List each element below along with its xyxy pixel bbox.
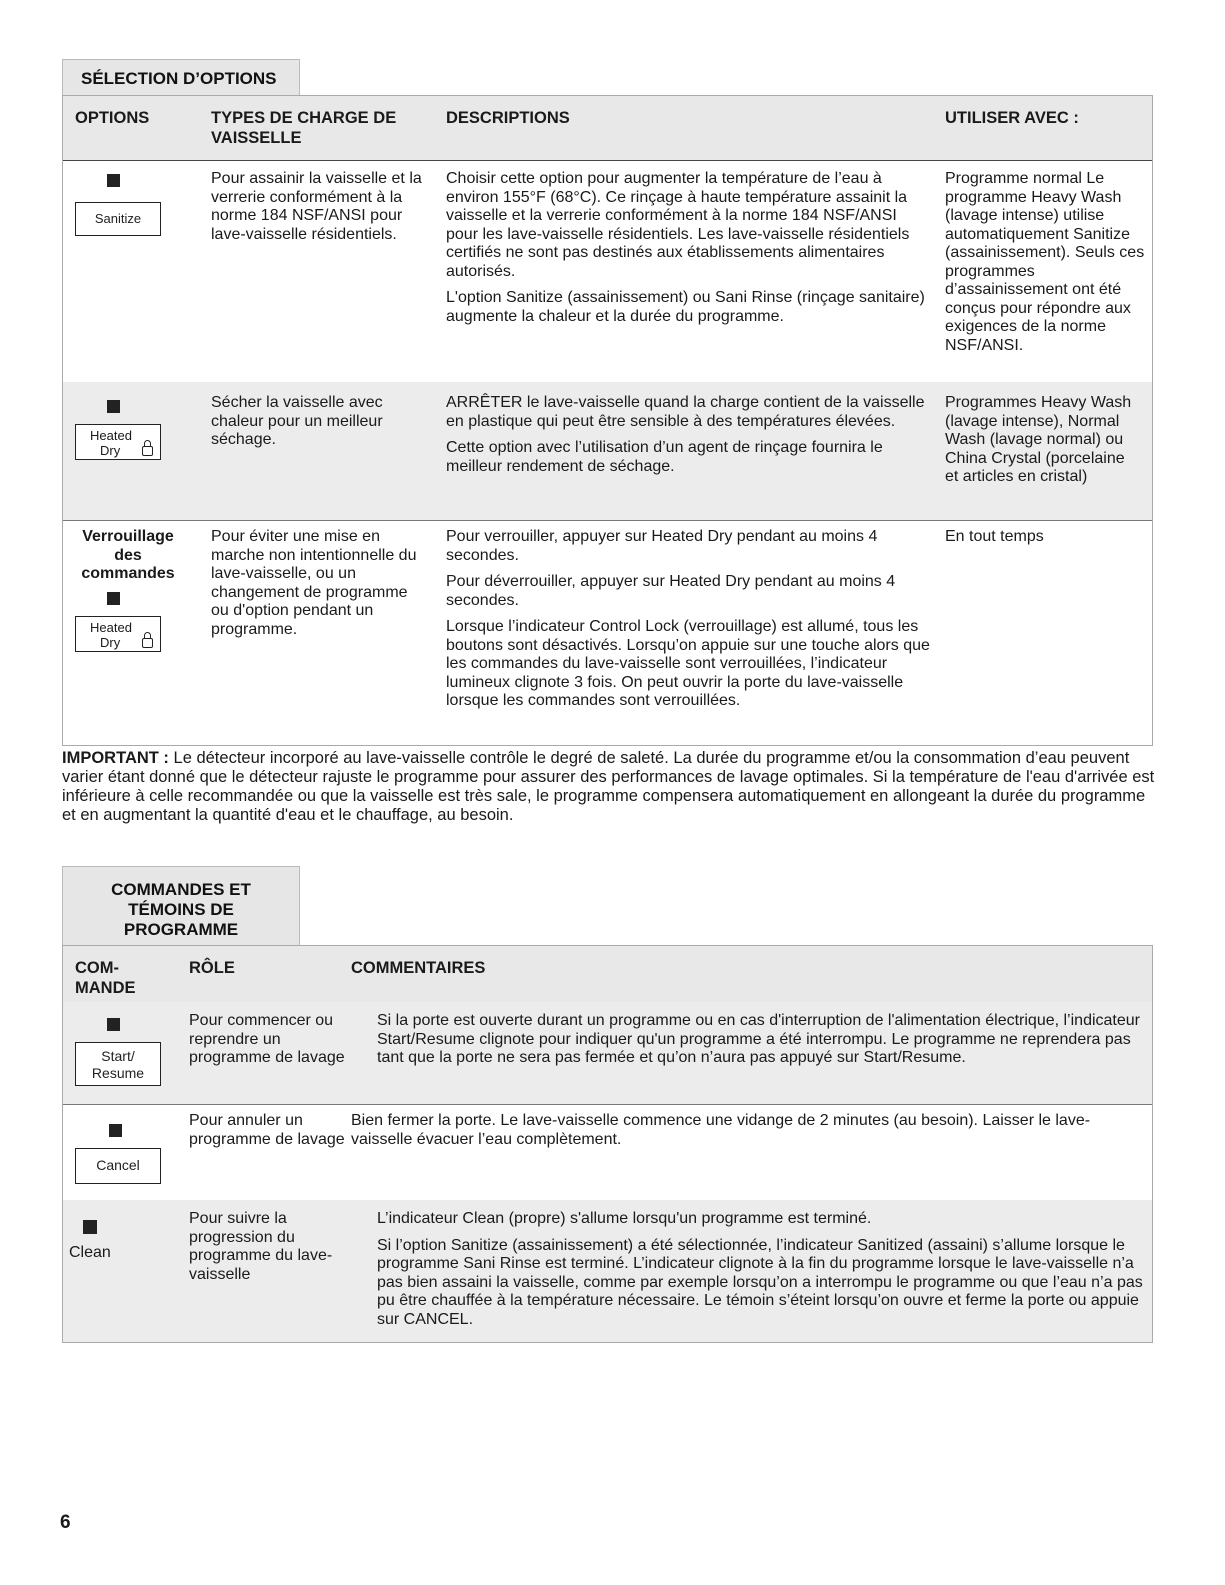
table-row-cancel — [63, 1104, 1152, 1201]
comments-cell — [377, 1210, 1147, 1337]
sanitize-button[interactable]: Sanitize — [75, 202, 161, 236]
table-row-start-resume — [63, 1002, 1152, 1105]
description-cell — [446, 394, 931, 484]
role-cell: Pour annuler un programme de lavage — [189, 1112, 345, 1148]
section-title-line: PROGRAMME — [123, 920, 239, 939]
header-descriptions: DESCRIPTIONS — [446, 109, 570, 127]
table-row-sanitize — [63, 160, 1152, 383]
header-use-with: UTILISER AVEC : — [945, 109, 1079, 127]
section-tab-options — [62, 59, 300, 96]
section-title: SÉLECTION D’OPTIONS — [81, 69, 277, 88]
header-types: TYPES DE CHARGE DE VAISSELLE — [211, 109, 397, 147]
button-label: Heated — [90, 428, 132, 443]
description-cell — [446, 170, 931, 334]
description-paragraph: Cette option avec l’utilisation d’un agent de rinçage fournira le meilleur rendement de séchage. — [446, 439, 883, 475]
lock-icon — [142, 638, 153, 648]
table-row-control-lock — [63, 520, 1152, 745]
use-with-cell: Programmes Heavy Wash (lavage intense), Normal Wash (lavage normal) ou China Crystal (porcelaine et articles en cristal) — [945, 394, 1132, 485]
role-cell: Pour suivre la progression du programme du lave-vaisselle — [189, 1210, 333, 1283]
start-resume-button[interactable] — [75, 1042, 161, 1086]
heated-dry-button[interactable] — [75, 616, 161, 652]
cancel-button[interactable]: Cancel — [75, 1148, 161, 1184]
comment-paragraph: Si l’option Sanitize (assainissement) a été sélectionnée, l’indicateur Sanitized (assaini) s’allume lorsque le programme Sani Rinse est terminé. L’indicateur clignote à la fin du programme lorsque le lave-vaisselle n’a pas bien assaini la vaisselle, comme par exemple lorsqu’on a interrompu le programme ou que l’eau n’a pas pu être chauffée à la température nécessaire. Le témoin s’éteint lorsqu’on ouvre et ferme la porte ou appuie sur CANCEL. — [377, 1236, 1143, 1328]
comment-paragraph: Si la porte est ouverte durant un programme ou en cas d'interruption de l'alimentation électrique, l’indicateur Start/Resume clignote pour indiquer qu'un programme a été interrompu. Le programme ne reprendera pas tant que la porte ne sera pas fermée et qu’on n’aura pas appuyé sur Start/Resume. — [377, 1012, 1140, 1066]
description-paragraph: Pour verrouiller, appuyer sur Heated Dry pendant au moins 4 secondes. — [446, 528, 878, 564]
lock-icon — [142, 446, 153, 456]
commands-table — [62, 945, 1153, 1343]
button-label: Dry — [100, 635, 121, 650]
important-note — [62, 749, 1155, 825]
comments-cell — [377, 1012, 1147, 1076]
types-cell: Sécher la vaisselle avec chaleur pour un meilleur séchage. — [211, 394, 383, 448]
comment-paragraph: L’indicateur Clean (propre) s'allume lorsqu'un programme est terminé. — [377, 1210, 872, 1227]
description-cell — [446, 528, 931, 719]
important-text: Le détecteur incorporé au lave-vaisselle contrôle le degré de saleté. La durée du programme et/ou la consommation d’eau peuvent varier étant donné que le détecteur rajuste le programme pour assurer des performances de lavage optimales. Si la température de l'eau d'arrivée est inférieure à celle recommandée ou que la vaisselle est très sale, le programme compensera automatiquement en allongeant la durée du programme et en augmentant la quantité d'eau et le chauffage, au besoin. — [62, 749, 1155, 824]
table-header — [63, 96, 1152, 161]
table-row-heated-dry — [63, 382, 1152, 521]
comment-paragraph: Bien fermer la porte. Le lave-vaisselle commence une vidange de 2 minutes (au besoin). Laisser le lave-vaisselle évacuer l’eau complètement. — [351, 1112, 1091, 1148]
button-label: Heated — [90, 620, 132, 635]
comments-cell — [351, 1112, 1146, 1157]
important-label: IMPORTANT : — [62, 749, 169, 767]
clean-indicator-label: Clean — [69, 1244, 111, 1261]
description-paragraph: Pour déverrouiller, appuyer sur Heated Dry pendant au moins 4 secondes. — [446, 573, 896, 609]
indicator-light-icon — [107, 400, 120, 413]
button-label: Resume — [91, 1065, 145, 1081]
header-comments: COMMENTAIRES — [351, 959, 486, 977]
header-command-line: COM- — [75, 959, 119, 977]
types-cell: Pour éviter une mise en marche non intentionnelle du lave-vaisselle, ou un changement de programme ou d'option pendant un programme. — [211, 528, 417, 638]
indicator-light-icon — [107, 1018, 120, 1031]
description-paragraph: Lorsque l’indicateur Control Lock (verrouillage) est allumé, tous les boutons sont désactivés. Lorsqu’on appuie sur une touche alors que les commandes du lave-vaisselle sont verrouillées, l’indicateur lumineux clignote 3 fois. On peut ouvrir la porte du lave-vaisselle lorsque les commandes sont verrouillées. — [446, 618, 930, 709]
header-options: OPTIONS — [75, 109, 150, 127]
option-label: Verrouillage des commandes — [81, 528, 175, 582]
indicator-light-icon — [107, 592, 120, 605]
indicator-light-icon — [109, 1124, 122, 1137]
header-command — [75, 958, 136, 998]
section-title-line: TÉMOINS DE — [128, 900, 234, 919]
use-with-cell: En tout temps — [945, 528, 1044, 545]
heated-dry-button[interactable] — [75, 424, 161, 460]
header-role: RÔLE — [189, 959, 235, 977]
button-label: Dry — [100, 443, 121, 458]
clean-indicator-light-icon — [83, 1220, 97, 1234]
header-command-line: MANDE — [75, 979, 136, 997]
page-number: 6 — [60, 1512, 71, 1533]
types-cell: Pour assainir la vaisselle et la verrerie conformément à la norme 184 NSF/ANSI pour lave-vaisselle résidentiels. — [211, 170, 422, 243]
options-table — [62, 95, 1153, 746]
table-row-clean — [63, 1200, 1152, 1342]
table-header — [63, 946, 1152, 1003]
description-paragraph: ARRÊTER le lave-vaisselle quand la charge contient de la vaisselle en plastique qui peut être sensible à des températures élevées. — [446, 394, 925, 430]
description-paragraph: L'option Sanitize (assainissement) ou Sani Rinse (rinçage sanitaire) augmente la chaleur et la durée du programme. — [446, 289, 925, 325]
role-cell: Pour commencer ou reprendre un programme de lavage — [189, 1012, 345, 1066]
section-tab-commands — [62, 866, 300, 946]
button-label: Start/ — [101, 1048, 135, 1064]
section-title-line: COMMANDES ET — [111, 880, 251, 899]
use-with-cell: Programme normal Le programme Heavy Wash (lavage intense) utilise automatiquement Sanitize (assainissement). Seuls ces programmes d’assainissement ont été conçus pour répondre aux exigences de la norme NSF/ANSI. — [945, 170, 1145, 354]
description-paragraph: Choisir cette option pour augmenter la température de l’eau à environ 155°F (68°C). Ce rinçage à haute température assainit la vaisselle et la verrerie conformément à la norme 184 NSF/ANSI pour les lave-vaisselle résidentiels. Les lave-vaisselle résidentiels certifiés ne sont pas destinés aux établissements alimentaires autorisés. — [446, 170, 910, 280]
indicator-light-icon — [107, 174, 120, 187]
